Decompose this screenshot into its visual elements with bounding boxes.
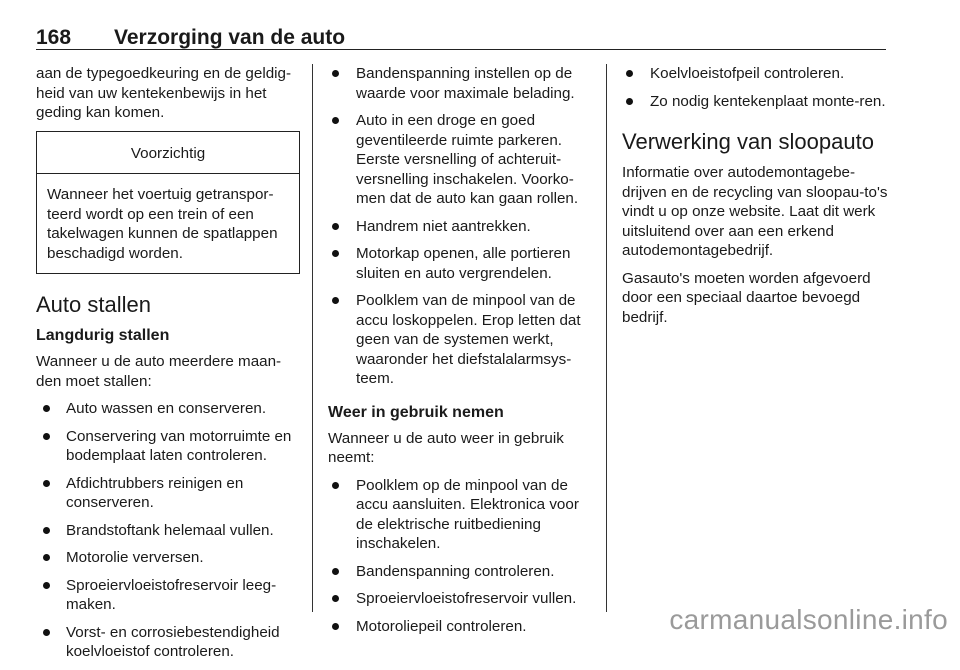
- column-divider: [606, 64, 607, 612]
- list-item: Motoroliepeil controleren.: [328, 617, 594, 637]
- subsection-title-langdurig-stallen: Langdurig stallen: [36, 327, 170, 344]
- column-2: [328, 64, 594, 644]
- header-rule: [36, 49, 886, 50]
- warning-box: [36, 131, 300, 275]
- list-item: Sproeiervloeistofreservoir vullen.: [328, 589, 594, 609]
- list-item: Motorkap openen, alle portieren sluiten en auto vergrendelen.: [328, 244, 594, 283]
- list-item: Afdichtrubbers reinigen en conserveren.: [36, 474, 300, 513]
- page-title: Verzorging van de auto: [114, 26, 346, 49]
- bullet-icon: [43, 433, 50, 440]
- bullet-icon: [43, 480, 50, 487]
- stallen-list: [36, 399, 300, 662]
- warning-title: Voorzichtig: [37, 132, 299, 175]
- column-3: [622, 64, 888, 335]
- list-item: Bandenspanning instellen op de waarde voor maximale belading.: [328, 64, 594, 103]
- bullet-icon: [332, 568, 339, 575]
- bullet-icon: [332, 223, 339, 230]
- bullet-icon: [43, 527, 50, 534]
- list-item: Poolklem op de minpool van de accu aansluiten. Elektronica voor de elektrische ruitbediening inschakelen.: [328, 476, 594, 554]
- subsection-title-weer-in-gebruik: Weer in gebruik nemen: [328, 403, 504, 421]
- column-1: [36, 64, 300, 670]
- bullet-icon: [43, 405, 50, 412]
- bullet-icon: [43, 582, 50, 589]
- list-item: Conservering van motorruimte en bodemplaat laten controleren.: [36, 427, 300, 466]
- list-item: Brandstoftank helemaal vullen.: [36, 521, 300, 541]
- bullet-icon: [332, 117, 339, 124]
- list-item: Auto wassen en conserveren.: [36, 399, 300, 419]
- bullet-icon: [332, 297, 339, 304]
- list-item: Poolklem van de minpool van de accu loskoppelen. Erop letten dat geen van de systemen werkt, waaronder het diefstalalarmsys-teem.: [328, 291, 594, 389]
- bullet-icon: [332, 623, 339, 630]
- column-divider: [312, 64, 313, 612]
- intro-paragraph: aan de typegoedkeuring en de geldig-heid van uw kentekenbewijs in het geding kan komen.: [36, 65, 292, 121]
- list-item: Sproeiervloeistofreservoir leeg-maken.: [36, 576, 300, 615]
- stallen-paragraph: Wanneer u de auto meerdere maan-den moet stallen:: [36, 353, 282, 390]
- list-item: Motorolie verversen.: [36, 548, 300, 568]
- stallen-list-continued: [328, 64, 594, 389]
- weer-list-continued: [622, 64, 888, 111]
- watermark: carmanualsonline.info: [669, 604, 948, 635]
- section-title-auto-stallen: Auto stallen: [36, 292, 151, 317]
- bullet-icon: [332, 595, 339, 602]
- list-item: Handrem niet aantrekken.: [328, 217, 594, 237]
- bullet-icon: [626, 98, 633, 105]
- list-item: Bandenspanning controleren.: [328, 562, 594, 582]
- bullet-icon: [43, 629, 50, 636]
- bullet-icon: [626, 70, 633, 77]
- bullet-icon: [332, 70, 339, 77]
- list-item: Koelvloeistofpeil controleren.: [622, 64, 888, 84]
- section-title-verwerking: Verwerking van sloopauto: [622, 129, 874, 154]
- list-item: Zo nodig kentekenplaat monte-ren.: [622, 92, 888, 112]
- list-item: Vorst- en corrosiebestendigheid koelvloeistof controleren.: [36, 623, 300, 662]
- page-number: 168: [36, 26, 72, 49]
- verwerking-paragraph-1: Informatie over autodemontagebe-drijven en de recycling van sloopau-to's vindt u op onze website. Laat dit werk uitsluitend over aan een erkend autodemontagebedrijf.: [622, 164, 888, 259]
- bullet-icon: [43, 554, 50, 561]
- weer-paragraph: Wanneer u de auto weer in gebruik neemt:: [328, 429, 564, 466]
- warning-body: Wanneer het voertuig getranspor-teerd wordt op een trein of een takelwagen kunnen de spatlappen beschadigd worden.: [47, 186, 278, 262]
- verwerking-paragraph-2: Gasauto's moeten worden afgevoerd door een speciaal daartoe bevoegd bedrijf.: [622, 269, 871, 326]
- page-header: [36, 26, 886, 50]
- list-item: Auto in een droge en goed geventileerde ruimte parkeren. Eerste versnelling of achteruit-versnelling inschakelen. Voorko-men dat de auto kan gaan rollen.: [328, 111, 594, 209]
- bullet-icon: [332, 250, 339, 257]
- weer-list: [328, 476, 594, 637]
- bullet-icon: [332, 482, 339, 489]
